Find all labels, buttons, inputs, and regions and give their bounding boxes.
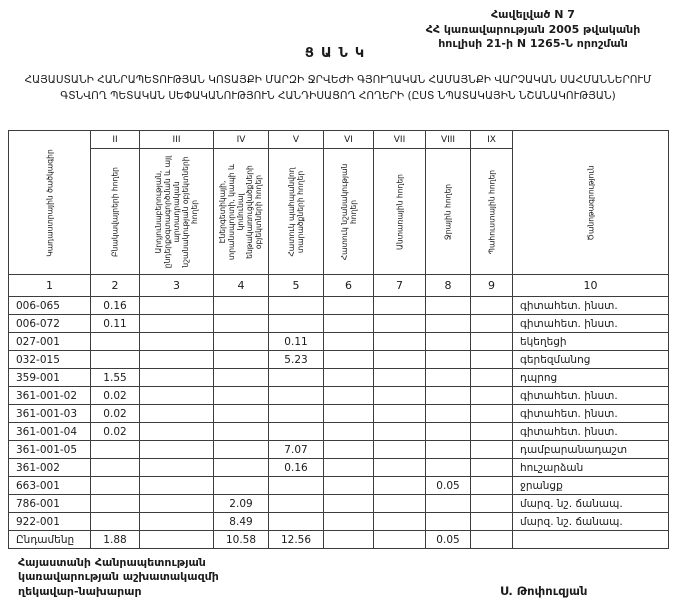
area-cell [324, 495, 374, 513]
area-cell [374, 441, 426, 459]
area-cell [140, 495, 214, 513]
table-row [9, 297, 669, 315]
area-cell [324, 405, 374, 423]
remark-cell: մարզ. նշ. ճանապ. [513, 495, 669, 513]
area-cell [91, 351, 140, 369]
roman-numeral: VIII [426, 131, 471, 149]
column-number: 8 [426, 275, 471, 297]
header-settlement-lands: Բնակավայրերի հողեր [91, 149, 140, 275]
roman-numeral: IX [471, 131, 513, 149]
area-cell [426, 423, 471, 441]
area-cell [374, 369, 426, 387]
column-number: 6 [324, 275, 374, 297]
cadastral-code-cell: 032-015 [9, 351, 91, 369]
area-cell [426, 441, 471, 459]
area-cell [214, 459, 269, 477]
area-cell: 0.05 [426, 477, 471, 495]
area-cell [140, 459, 214, 477]
area-cell [214, 441, 269, 459]
column-number-row [9, 275, 669, 297]
area-cell: 7.07 [269, 441, 324, 459]
column-number: 3 [140, 275, 214, 297]
cadastral-code-cell: Ընդամենը [9, 531, 91, 549]
cadastral-code-cell: 922-001 [9, 513, 91, 531]
area-cell [269, 369, 324, 387]
area-cell: 1.88 [91, 531, 140, 549]
area-cell [374, 315, 426, 333]
area-cell [471, 495, 513, 513]
area-cell [269, 315, 324, 333]
area-cell [214, 369, 269, 387]
column-number: 10 [513, 275, 669, 297]
area-cell [324, 351, 374, 369]
area-cell [140, 531, 214, 549]
area-cell [269, 477, 324, 495]
area-cell [324, 369, 374, 387]
area-cell [140, 351, 214, 369]
table-row [9, 315, 669, 333]
area-cell [91, 459, 140, 477]
remark-cell: գիտահետ. ինստ. [513, 315, 669, 333]
area-cell: 0.16 [91, 297, 140, 315]
remark-cell: գիտահետ. ինստ. [513, 423, 669, 441]
area-cell [324, 531, 374, 549]
area-cell: 0.11 [269, 333, 324, 351]
roman-numeral: III [140, 131, 214, 149]
area-cell: 8.49 [214, 513, 269, 531]
area-cell [91, 513, 140, 531]
area-cell [374, 405, 426, 423]
authority-line-3: ղեկավար-նախարար [18, 584, 142, 598]
header-forest-lands: Անտառային հողեր [374, 149, 426, 275]
table-row [9, 369, 669, 387]
remark-cell: հուշարձան [513, 459, 669, 477]
area-cell [140, 513, 214, 531]
table-body [9, 297, 669, 549]
cadastral-code-cell: 361-001-04 [9, 423, 91, 441]
remark-cell: դամբարանադաշտ [513, 441, 669, 459]
area-cell [471, 405, 513, 423]
table-row [9, 423, 669, 441]
header-reserve-lands: Պահուստային հողեր [471, 149, 513, 275]
area-cell [324, 459, 374, 477]
header-special-purpose-lands: Հատուկ նշանակության հողեր [324, 149, 374, 275]
area-cell [140, 315, 214, 333]
area-cell [426, 369, 471, 387]
header-protected-lands: Հատուկ պահպանվող տարածքների հողեր [269, 149, 324, 275]
area-cell: 12.56 [269, 531, 324, 549]
remark-cell: գիտահետ. ինստ. [513, 387, 669, 405]
remark-cell: ջրանցք [513, 477, 669, 495]
column-number: 4 [214, 275, 269, 297]
cadastral-code-cell: 006-065 [9, 297, 91, 315]
roman-numeral: VI [324, 131, 374, 149]
area-cell: 0.02 [91, 405, 140, 423]
area-cell [471, 423, 513, 441]
area-cell: 2.09 [214, 495, 269, 513]
roman-numeral: IV [214, 131, 269, 149]
area-cell: 0.11 [91, 315, 140, 333]
cadastral-code-cell: 006-072 [9, 315, 91, 333]
area-cell [374, 297, 426, 315]
area-cell: 1.55 [91, 369, 140, 387]
area-cell: 0.02 [91, 423, 140, 441]
cadastral-code-cell: 786-001 [9, 495, 91, 513]
table-row [9, 405, 669, 423]
area-cell [214, 387, 269, 405]
authority-line-2: կառավարության աշխատակազմի [18, 570, 219, 584]
area-cell [269, 513, 324, 531]
area-cell [91, 441, 140, 459]
area-cell [214, 423, 269, 441]
area-cell [324, 315, 374, 333]
header-infrastructure-lands: Էներգետիկայի, տրանսպորտի, կապի և կոմունալ ենթակառուցվածքների օբյեկտների հողեր [214, 149, 269, 275]
area-cell [426, 333, 471, 351]
area-cell [214, 351, 269, 369]
column-number: 9 [471, 275, 513, 297]
area-cell [471, 477, 513, 495]
area-cell [140, 369, 214, 387]
area-cell [426, 351, 471, 369]
area-cell [471, 351, 513, 369]
area-cell [140, 333, 214, 351]
cadastral-code-cell: 359-001 [9, 369, 91, 387]
area-cell [471, 459, 513, 477]
header-remark-label: Ծանոթագրություն [585, 164, 595, 241]
area-cell [374, 513, 426, 531]
cadastral-code-cell: 361-002 [9, 459, 91, 477]
header-remark [513, 131, 669, 275]
area-cell [91, 495, 140, 513]
remark-cell: դպրոց [513, 369, 669, 387]
area-cell [140, 441, 214, 459]
area-cell: 0.16 [269, 459, 324, 477]
area-cell [471, 315, 513, 333]
table-row [9, 333, 669, 351]
remark-cell: եկեղեցի [513, 333, 669, 351]
area-cell [471, 387, 513, 405]
land-parcels-table [8, 130, 669, 549]
cadastral-code-cell: 027-001 [9, 333, 91, 351]
area-cell [214, 297, 269, 315]
area-cell [374, 531, 426, 549]
area-cell [426, 495, 471, 513]
table-row [9, 531, 669, 549]
authority-line-1: Հայաստանի Հանրապետության [18, 556, 206, 569]
area-cell [324, 477, 374, 495]
table-row [9, 513, 669, 531]
roman-numeral: II [91, 131, 140, 149]
cadastral-code-cell: 663-001 [9, 477, 91, 495]
appendix-reference [408, 8, 658, 52]
signatory-name: Ս. Թոփուզյան [500, 584, 588, 598]
area-cell: 0.05 [426, 531, 471, 549]
area-cell [214, 405, 269, 423]
area-cell [374, 387, 426, 405]
page-title: ՑԱՆԿ [304, 46, 372, 61]
area-cell [324, 333, 374, 351]
column-number: 5 [269, 275, 324, 297]
area-cell [269, 297, 324, 315]
area-cell [471, 369, 513, 387]
table-row [9, 477, 669, 495]
area-cell [214, 333, 269, 351]
area-cell [214, 477, 269, 495]
area-cell [214, 315, 269, 333]
header-industrial-lands: Արդյունաբերության, ընդերքօգտագործման և այլ արտադրական նշանակության օբյեկտների հողեր [140, 149, 214, 275]
area-cell [324, 423, 374, 441]
area-cell [269, 423, 324, 441]
header-water-lands: Ջրային հողեր [426, 149, 471, 275]
area-cell [426, 459, 471, 477]
area-cell [91, 333, 140, 351]
remark-cell: մարզ. նշ. ճանապ. [513, 513, 669, 531]
area-cell [426, 513, 471, 531]
area-cell [324, 513, 374, 531]
area-cell [471, 297, 513, 315]
remark-cell: գերեզմանոց [513, 351, 669, 369]
area-cell [374, 333, 426, 351]
area-cell [471, 513, 513, 531]
cadastral-code-cell: 361-001-03 [9, 405, 91, 423]
remark-cell: գիտահետ. ինստ. [513, 405, 669, 423]
area-cell [324, 387, 374, 405]
area-cell [91, 477, 140, 495]
land-table-container [8, 130, 669, 549]
area-cell [426, 405, 471, 423]
page-subtitle: ՀԱՅԱՍՏԱՆԻ ՀԱՆՐԱՊԵՏՈՒԹՅԱՆ ԿՈՏԱՅՔԻ ՄԱՐԶԻ ՋՐՎԵԺԻ ԳՅՈՒՂԱԿԱՆ ՀԱՄԱՅՆՔԻ ՎԱՐՉԱԿԱՆ ՍԱՀՄԱՆՆԵՐՈՒՄ ԳՏՆՎՈՂ ՊԵՏԱԿԱՆ ՍԵՓԱԿԱՆՈՒԹՅՈՒՆ ՀԱՆԴԻՍԱՑՈՂ ՀՈՂԵՐԻ (ԸՍՏ ՆՊԱՏԱԿԱՅԻՆ ՆՇԱՆԱԿՈՒԹՅԱՆ) [24, 74, 652, 102]
area-cell [140, 405, 214, 423]
area-cell [426, 297, 471, 315]
table-row [9, 351, 669, 369]
table-row [9, 441, 669, 459]
header-cadastral-code-label: Կադաստրային ծածկագիր [44, 148, 54, 257]
column-number: 2 [91, 275, 140, 297]
table-row [9, 495, 669, 513]
area-cell [374, 459, 426, 477]
roman-numeral-row [9, 131, 669, 149]
area-cell [471, 441, 513, 459]
decree-line-1: ՀՀ կառավարության 2005 թվականի [425, 22, 641, 36]
header-cadastral-code [9, 131, 91, 275]
area-cell [426, 387, 471, 405]
cadastral-code-cell: 361-001-05 [9, 441, 91, 459]
area-cell [269, 495, 324, 513]
area-cell [374, 477, 426, 495]
table-row [9, 459, 669, 477]
area-cell [140, 477, 214, 495]
table-row [9, 387, 669, 405]
issuing-authority [18, 556, 219, 599]
area-cell [140, 387, 214, 405]
area-cell [269, 405, 324, 423]
area-cell [426, 315, 471, 333]
area-cell [140, 297, 214, 315]
remark-cell: գիտահետ. ինստ. [513, 297, 669, 315]
area-cell [374, 423, 426, 441]
column-number: 7 [374, 275, 426, 297]
roman-numeral: V [269, 131, 324, 149]
area-cell [471, 531, 513, 549]
area-cell [374, 351, 426, 369]
area-cell [324, 441, 374, 459]
area-cell [324, 297, 374, 315]
roman-numeral: VII [374, 131, 426, 149]
area-cell [140, 423, 214, 441]
area-cell: 5.23 [269, 351, 324, 369]
decree-line-2: հուլիսի 21-ի N 1265-Ն որոշման [438, 37, 628, 51]
cadastral-code-cell: 361-001-02 [9, 387, 91, 405]
appendix-number: Հավելված N 7 [491, 8, 575, 21]
area-cell [471, 333, 513, 351]
remark-cell [513, 531, 669, 549]
area-cell [374, 495, 426, 513]
area-cell [269, 387, 324, 405]
area-cell: 0.02 [91, 387, 140, 405]
column-number: 1 [9, 275, 91, 297]
area-cell: 10.58 [214, 531, 269, 549]
